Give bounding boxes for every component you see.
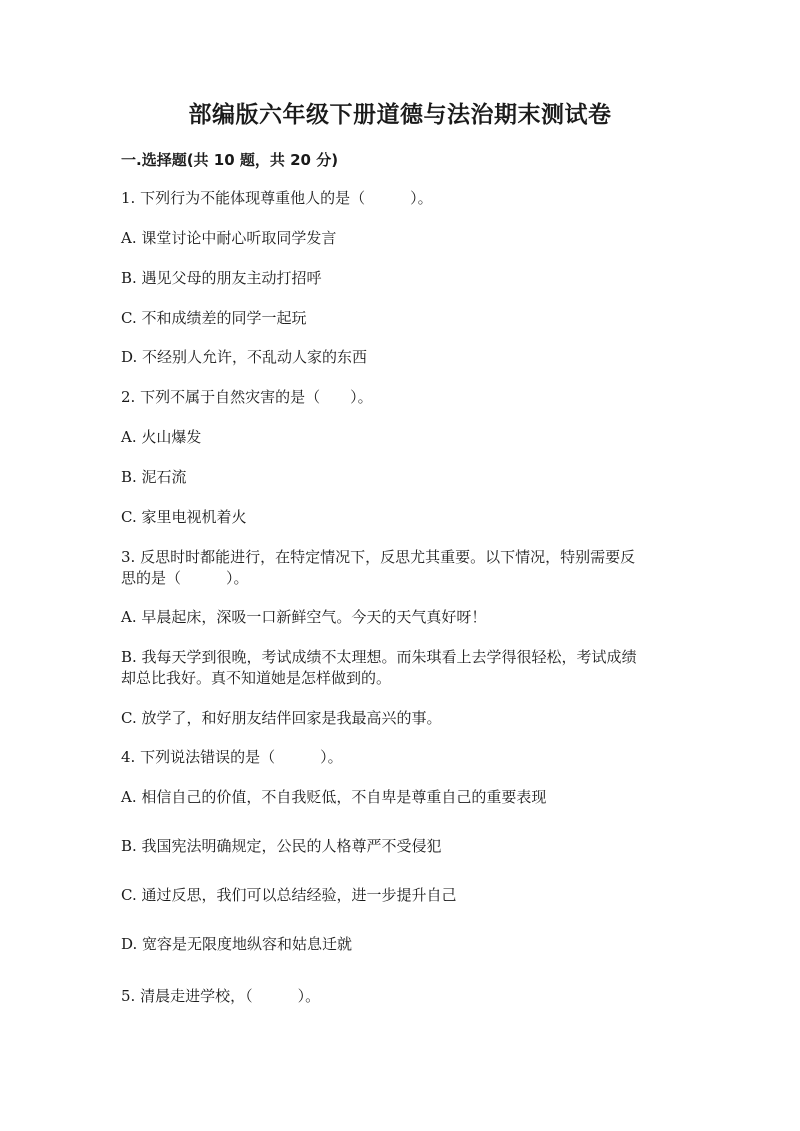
question-4-option-a: A. 相信自己的价值，不自我贬低，不自卑是尊重自己的重要表现 bbox=[121, 788, 547, 806]
question-5-stem: 5. 清晨走进学校，（ ）。 bbox=[121, 987, 321, 1005]
question-3-stem-line-2: 思的是（ ）。 bbox=[121, 569, 249, 587]
document-title: 部编版六年级下册道德与法治期末测试卷 bbox=[188, 102, 612, 128]
question-2-option-a: A. 火山爆发 bbox=[121, 428, 202, 446]
question-1-option-d: D. 不经别人允许，不乱动人家的东西 bbox=[121, 348, 368, 366]
question-2-option-b: B. 泥石流 bbox=[121, 468, 187, 486]
question-3-option-b-line-2: 却总比我好。真不知道她是怎样做到的。 bbox=[121, 669, 392, 687]
question-1-option-a: A. 课堂讨论中耐心听取同学发言 bbox=[121, 229, 337, 247]
question-2-stem: 2. 下列不属于自然灾害的是（ ）。 bbox=[121, 388, 373, 406]
question-1-option-b: B. 遇见父母的朋友主动打招呼 bbox=[121, 269, 322, 287]
question-2-option-c: C. 家里电视机着火 bbox=[121, 508, 247, 526]
question-3-stem-line-1: 3. 反思时时都能进行，在特定情况下，反思尤其重要。以下情况，特别需要反 bbox=[121, 548, 636, 566]
question-4-option-d: D. 宽容是无限度地纵容和姑息迁就 bbox=[121, 935, 353, 953]
question-3-option-a: A. 早晨起床，深吸一口新鲜空气。今天的天气真好呀！ bbox=[121, 608, 487, 626]
question-3-option-b-line-1: B. 我每天学到很晚，考试成绩不太理想。而朱琪看上去学得很轻松，考试成绩 bbox=[121, 648, 637, 666]
question-4-option-b: B. 我国宪法明确规定，公民的人格尊严不受侵犯 bbox=[121, 837, 442, 855]
question-1-stem: 1. 下列行为不能体现尊重他人的是（ ）。 bbox=[121, 189, 433, 207]
question-4-option-c: C. 通过反思，我们可以总结经验，进一步提升自己 bbox=[121, 886, 457, 904]
question-4-stem: 4. 下列说法错误的是（ ）。 bbox=[121, 748, 343, 766]
section-heading: 一.选择题(共 10 题，共 20 分) bbox=[121, 151, 339, 169]
question-3-option-c: C. 放学了，和好朋友结伴回家是我最高兴的事。 bbox=[121, 709, 442, 727]
question-1-option-c: C. 不和成绩差的同学一起玩 bbox=[121, 309, 307, 327]
